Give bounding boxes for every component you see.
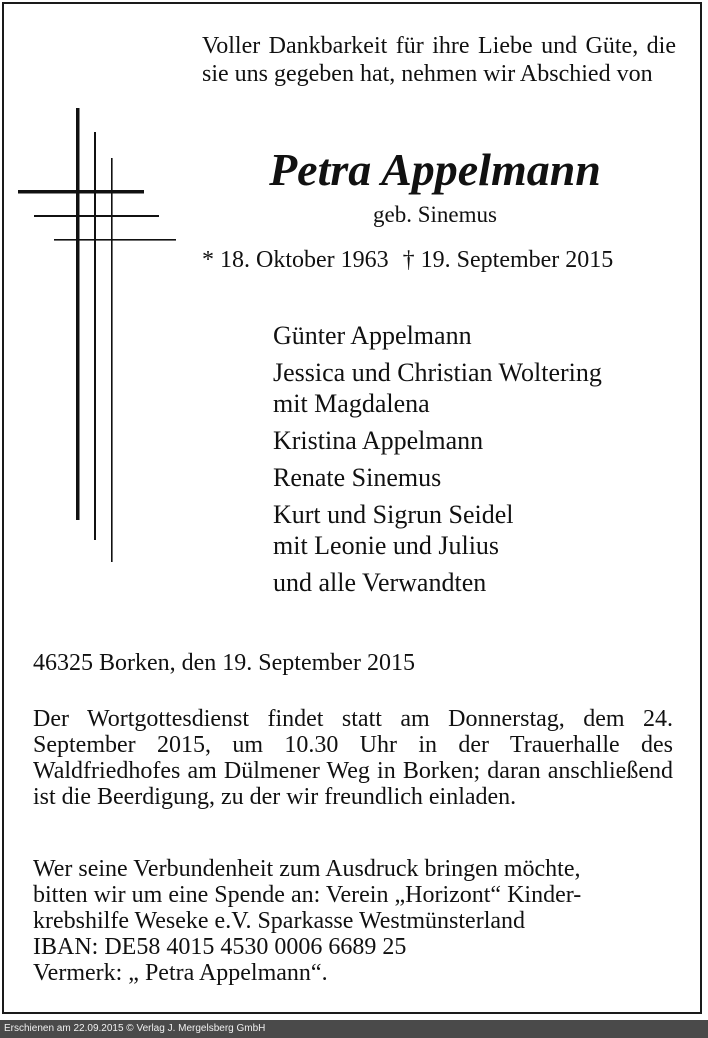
mourner-entry (273, 462, 693, 493)
donation-line: Wer seine Verbundenheit zum Ausdruck bringen möchte, (33, 856, 581, 882)
birth-name: geb. Sinemus (373, 202, 497, 227)
mourner-entry (273, 357, 693, 419)
cross-icon (16, 108, 181, 568)
mourner-line: Kristina Appelmann (273, 426, 484, 455)
mourner-line: mit Magdalena (273, 389, 430, 418)
mourners-list (273, 320, 693, 604)
mourner-line: Renate Sinemus (273, 463, 442, 492)
donation-line: bitten wir um eine Spende an: Verein „Horizont“ Kinder- (33, 882, 582, 908)
intro-text: Voller Dankbarkeit für ihre Liebe und Güte, die sie uns gegeben hat, nehmen wir Abschied von (202, 33, 676, 87)
mourner-entry (273, 499, 693, 561)
donation-info (33, 856, 673, 986)
birth-date: * 18. Oktober 1963 (202, 247, 389, 273)
mourner-line: Kurt und Sigrun Seidel (273, 500, 514, 529)
donation-line: krebshilfe Weseke e.V. Sparkasse Westmünsterland (33, 908, 526, 934)
life-dates (202, 245, 682, 275)
mourner-line: mit Leonie und Julius (273, 531, 500, 560)
mourner-entry (273, 425, 693, 456)
publication-footer: Erschienen am 22.09.2015 © Verlag J. Mergelsberg GmbH (0, 1020, 708, 1038)
mourner-line: Jessica und Christian Woltering (273, 358, 602, 387)
service-info: Der Wortgottesdienst findet statt am Donnerstag, dem 24. September 2015, um 10.30 Uhr in der Trauerhalle des Waldfriedhofes am Dülmener Weg in Borken; daran anschließend ist die Beerdigung, zu der wir freundlich einladen. (33, 706, 673, 810)
death-date: † 19. September 2015 (402, 247, 614, 273)
mourner-line: und alle Verwandten (273, 568, 487, 597)
mourner-line: Günter Appelmann (273, 321, 472, 350)
donation-line: IBAN: DE58 4015 4530 0006 6689 25 (33, 934, 407, 960)
mourner-entry (273, 320, 693, 351)
deceased-name: Petra Appelmann (269, 144, 601, 195)
mourner-entry (273, 567, 693, 598)
place-and-date: 46325 Borken, den 19. September 2015 (33, 650, 415, 676)
donation-line: Vermerk: „ Petra Appelmann“. (33, 960, 328, 986)
